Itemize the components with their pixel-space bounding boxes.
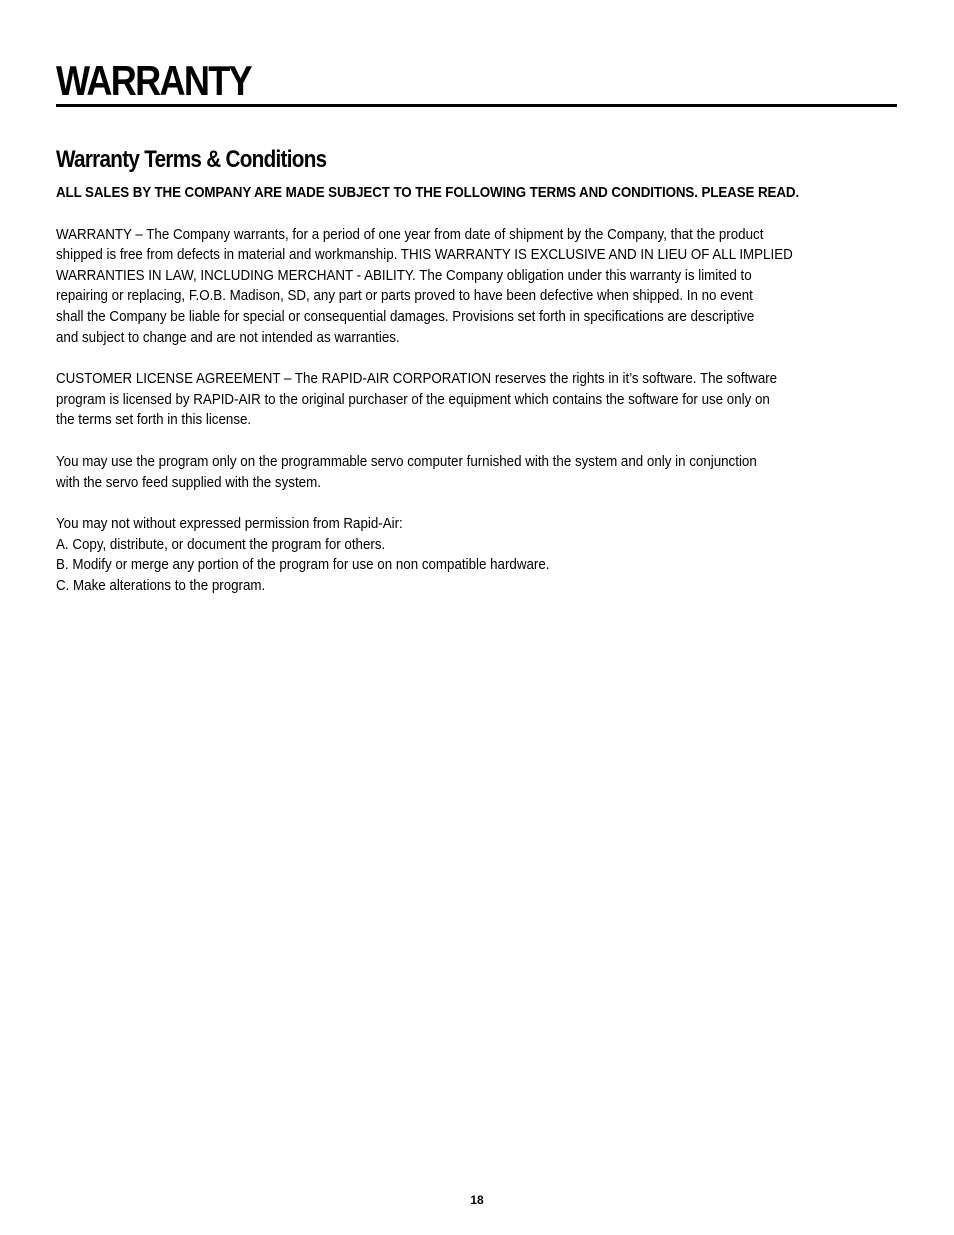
- paragraph-line: You may use the program only on the programmable servo computer furnished with the system and only in conjunction: [56, 452, 757, 470]
- paragraph-line: and subject to change and are not intended as warranties.: [56, 328, 400, 346]
- warranty-paragraph: [56, 225, 896, 349]
- restrictions-block: [56, 514, 896, 596]
- restrictions-intro: You may not without expressed permission from Rapid-Air:: [56, 515, 403, 533]
- paragraph-line: WARRANTIES IN LAW, INCLUDING MERCHANT - ABILITY. The Company obligation under this warranty is limited to: [56, 266, 752, 284]
- paragraph-line: program is licensed by RAPID-AIR to the original purchaser of the equipment which contains the software for use only on: [56, 390, 770, 408]
- terms-notice: ALL SALES BY THE COMPANY ARE MADE SUBJECT TO THE FOLLOWING TERMS AND CONDITIONS. PLEASE READ.: [56, 184, 800, 201]
- paragraph-line: CUSTOMER LICENSE AGREEMENT – The RAPID-AIR CORPORATION reserves the rights in it’s software. The software: [56, 370, 778, 388]
- paragraph-line: WARRANTY – The Company warrants, for a period of one year from date of shipment by the Company, that the product: [56, 225, 764, 243]
- paragraph-line: shall the Company be liable for special or consequential damages. Provisions set forth in specifications are descriptive: [56, 307, 755, 325]
- usage-paragraph: [56, 452, 896, 493]
- restriction-item: A. Copy, distribute, or document the program for others.: [56, 535, 386, 553]
- page-title: WARRANTY: [56, 57, 251, 104]
- paragraph-line: the terms set forth in this license.: [56, 411, 252, 429]
- title-divider: [56, 104, 897, 107]
- license-paragraph: [56, 369, 896, 431]
- restriction-item: C. Make alterations to the program.: [56, 576, 266, 594]
- document-body: [56, 183, 896, 597]
- section-heading: Warranty Terms & Conditions: [56, 146, 327, 173]
- paragraph-line: with the servo feed supplied with the system.: [56, 473, 321, 491]
- paragraph-line: shipped is free from defects in material and workmanship. THIS WARRANTY IS EXCLUSIVE AND IN LIEU OF ALL IMPLIED: [56, 246, 793, 264]
- restriction-item: B. Modify or merge any portion of the program for use on non compatible hardware.: [56, 556, 550, 574]
- page-number: 18: [470, 1193, 484, 1207]
- notice-wrapper: [56, 183, 896, 204]
- paragraph-line: repairing or replacing, F.O.B. Madison, SD, any part or parts proved to have been defective when shipped. In no event: [56, 287, 753, 305]
